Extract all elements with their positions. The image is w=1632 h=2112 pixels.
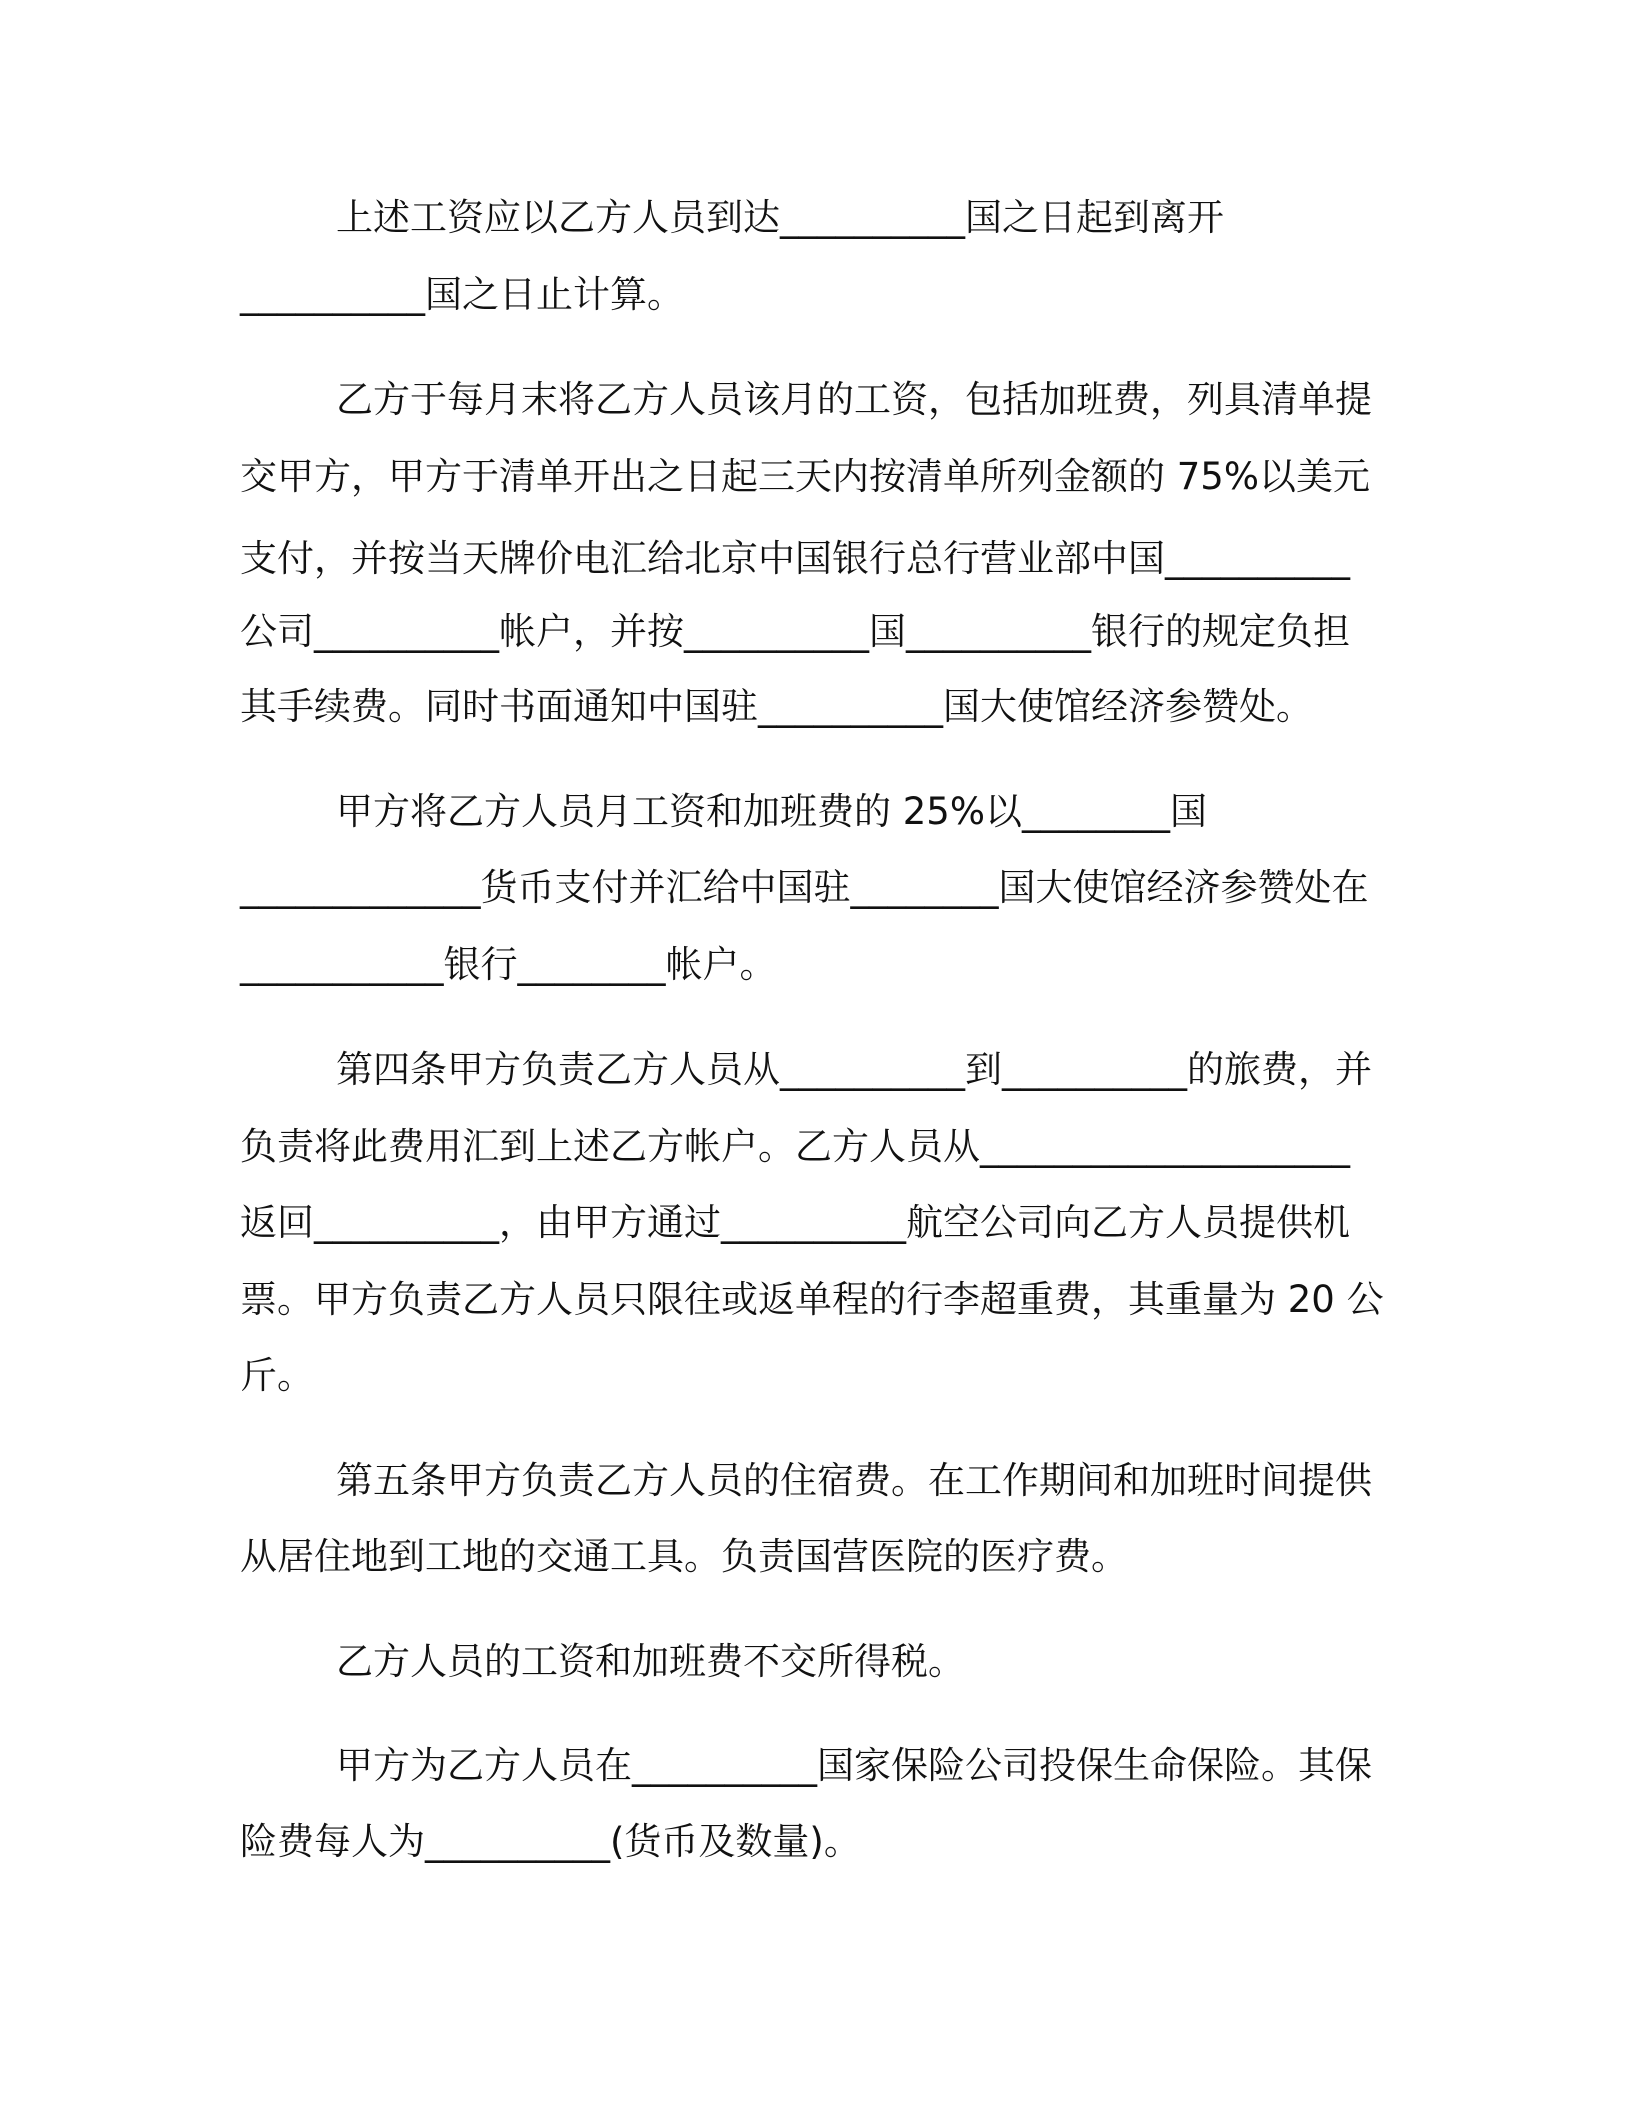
text-line: 其手续费。同时书面通知中国驻__________国大使馆经济参赞处。 <box>240 685 1313 728</box>
text-line: ___________银行________帐户。 <box>240 943 777 986</box>
text-line: 公司__________帐户，并按__________国__________银行的规定负担 <box>240 610 1350 653</box>
text-line: __________国之日止计算。 <box>240 273 684 316</box>
text-line: 从居住地到工地的交通工具。负责国营医院的医疗费。 <box>240 1535 1128 1578</box>
text-line: 甲方将乙方人员月工资和加班费的 25%以________国 <box>336 790 1207 833</box>
text-line: 乙方人员的工资和加班费不交所得税。 <box>336 1640 965 1683</box>
text-line: 返回__________，由甲方通过__________航空公司向乙方人员提供机 <box>240 1201 1350 1244</box>
text-line: 第四条甲方负责乙方人员从__________到__________的旅费，并 <box>336 1048 1372 1091</box>
text-line: 票。甲方负责乙方人员只限往或返单程的行李超重费，其重量为 20 公 <box>240 1278 1384 1321</box>
text-line: 险费每人为__________(货币及数量)。 <box>240 1820 861 1863</box>
text-line: 上述工资应以乙方人员到达__________国之日起到离开 <box>336 196 1224 239</box>
text-line: 乙方于每月末将乙方人员该月的工资，包括加班费，列具清单提 <box>336 378 1372 421</box>
text-line: 负责将此费用汇到上述乙方帐户。乙方人员从____________________ <box>240 1125 1350 1168</box>
text-line: 甲方为乙方人员在__________国家保险公司投保生命保险。其保 <box>336 1744 1372 1787</box>
text-line: 第五条甲方负责乙方人员的住宿费。在工作期间和加班时间提供 <box>336 1459 1372 1502</box>
text-line: 支付，并按当天牌价电汇给北京中国银行总行营业部中国__________ <box>240 537 1350 580</box>
text-line: 斤。 <box>240 1354 314 1397</box>
text-line: _____________货币支付并汇给中国驻________国大使馆经济参赞处在 <box>240 866 1369 909</box>
text-line: 交甲方，甲方于清单开出之日起三天内按清单所列金额的 75%以美元 <box>240 455 1370 498</box>
